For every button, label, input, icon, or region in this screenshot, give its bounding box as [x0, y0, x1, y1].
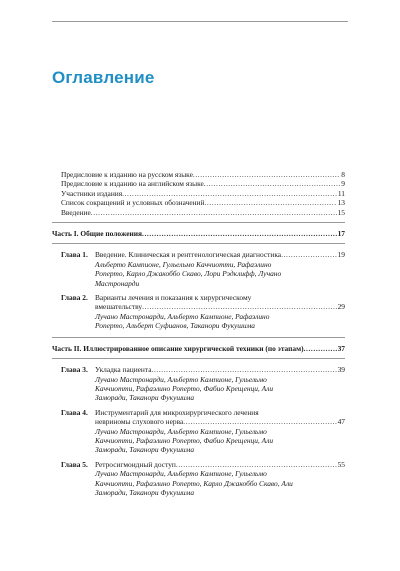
chapter-label: Глава 3.	[61, 365, 88, 375]
leader-dots	[304, 344, 337, 353]
toc-page-number: 15	[337, 207, 345, 217]
leader-dots	[142, 302, 336, 311]
chapter-title-line	[95, 250, 345, 259]
chapter-entry[interactable]	[52, 250, 345, 288]
toc-entry-title: Предисловие к изданию на русском языке	[61, 170, 193, 179]
part-heading[interactable]	[52, 229, 345, 238]
chapter-title-line	[95, 417, 345, 426]
chapter-authors: Мастронарди	[95, 278, 140, 288]
toc-page-number: 9	[341, 179, 345, 189]
chapter-entry[interactable]	[52, 408, 345, 455]
chapter-authors: Лучано Мастронарди, Альберто Кампионе, Гульельмо	[95, 374, 267, 384]
chapter-body	[95, 365, 345, 403]
chapter-title: Инструментарий для микрохирургического лечения	[95, 407, 259, 417]
table-of-contents	[52, 170, 345, 497]
chapter-authors: Заморади, Таканори Фукушима	[95, 393, 195, 403]
toc-page-number: 8	[341, 170, 345, 179]
chapter-title: Введение. Клиническая и рентгенологическая диагностика	[95, 250, 282, 260]
chapter-title: Варианты лечения и показания к хирургическому	[95, 293, 252, 303]
section-divider	[52, 337, 345, 338]
chapter-authors: Заморади, Таканори Фукушима	[95, 445, 195, 455]
toc-entry[interactable]	[52, 179, 345, 188]
chapter-authors: Альберто Кампионе, Гульельмо Каччиотти, Рафаэлино	[95, 259, 272, 269]
leader-dots	[142, 229, 337, 238]
chapter-authors: Роперто, Альберт Суфианов, Таканори Фукушима	[95, 321, 255, 331]
chapter-authors: Лучано Мастронарди, Альберто Кампионе, Рафаэлино	[95, 311, 270, 321]
leader-dots	[204, 198, 336, 207]
chapter-title-line	[95, 460, 345, 469]
toc-entry[interactable]	[52, 170, 345, 179]
chapter-title: невриномы слухового нерва	[95, 417, 184, 427]
leader-dots	[91, 208, 337, 217]
toc-page-number: 47	[337, 417, 345, 427]
page-title: Оглавление	[52, 68, 155, 87]
leader-dots	[193, 170, 340, 179]
chapter-entry[interactable]	[52, 460, 345, 498]
chapter-body	[95, 460, 345, 498]
toc-entry-title: Введение	[61, 207, 91, 217]
toc-entry[interactable]	[52, 189, 345, 198]
chapter-title-line	[95, 365, 345, 374]
toc-page-number: 17	[337, 229, 345, 239]
chapter-title: Укладка пациента	[95, 365, 152, 375]
chapter-authors: Роперто, Карло Джакоббо Скаво, Лори Рэдклифф, Лучано	[95, 269, 282, 279]
toc-page-number: 39	[337, 365, 345, 375]
toc-page-number: 13	[337, 198, 345, 208]
part-heading[interactable]	[52, 344, 345, 353]
section-divider	[52, 222, 345, 223]
toc-entry-title: Список сокращений и условных обозначений	[61, 198, 205, 208]
chapter-title: Ретросигмоидный доступ	[95, 459, 176, 469]
toc-entry[interactable]	[52, 208, 345, 217]
section-divider	[52, 243, 345, 244]
toc-page-number: 11	[337, 188, 345, 198]
toc-page-number: 19	[337, 250, 345, 260]
chapter-label: Глава 2.	[61, 293, 88, 303]
chapter-body	[95, 408, 345, 455]
chapter-authors: Лучано Мастронарди, Альберто Кампионе, Гульельмо	[95, 469, 267, 479]
chapter-entry[interactable]	[52, 293, 345, 331]
chapter-label: Глава 1.	[61, 250, 88, 260]
leader-dots	[176, 460, 337, 469]
leader-dots	[152, 365, 337, 374]
chapter-authors: Каччиотти, Рафаэлино Роперто, Фабио Крещенци, Али	[95, 435, 274, 445]
toc-entry-title: Предисловие к изданию на английском языке	[61, 179, 204, 189]
toc-page-number: 55	[337, 459, 345, 469]
chapter-entry[interactable]	[52, 365, 345, 403]
toc-entry[interactable]	[52, 198, 345, 207]
chapter-authors: Заморади, Таканори Фукушима	[95, 487, 195, 497]
toc-page-number: 37	[337, 343, 345, 353]
header-rule	[52, 21, 348, 22]
section-divider	[52, 358, 345, 359]
chapter-authors: Лучано Мастронарди, Альберто Кампионе, Гульельмо	[95, 426, 267, 436]
part-title: Часть II. Иллюстрированное описание хирургической техники (по этапам)	[52, 343, 304, 353]
chapter-authors: Каччиотти, Рафаэлино Роперто, Карло Джакоббо Скаво, Али	[95, 478, 293, 488]
chapter-body	[95, 250, 345, 288]
chapter-title: вмешательству	[95, 302, 143, 312]
leader-dots	[281, 250, 337, 259]
leader-dots	[204, 179, 341, 188]
chapter-body	[95, 293, 345, 331]
leader-dots	[122, 189, 337, 198]
part-title: Часть I. Общие положения	[52, 229, 142, 239]
toc-page-number: 29	[337, 302, 345, 312]
chapter-label: Глава 5.	[61, 459, 88, 469]
toc-entry-title: Участники издания	[61, 188, 123, 198]
chapter-authors: Каччиотти, Рафаэлино Роперто, Фабио Крещенци, Али	[95, 383, 274, 393]
chapter-title-line	[95, 302, 345, 311]
chapter-label: Глава 4.	[61, 407, 88, 417]
leader-dots	[183, 417, 336, 426]
